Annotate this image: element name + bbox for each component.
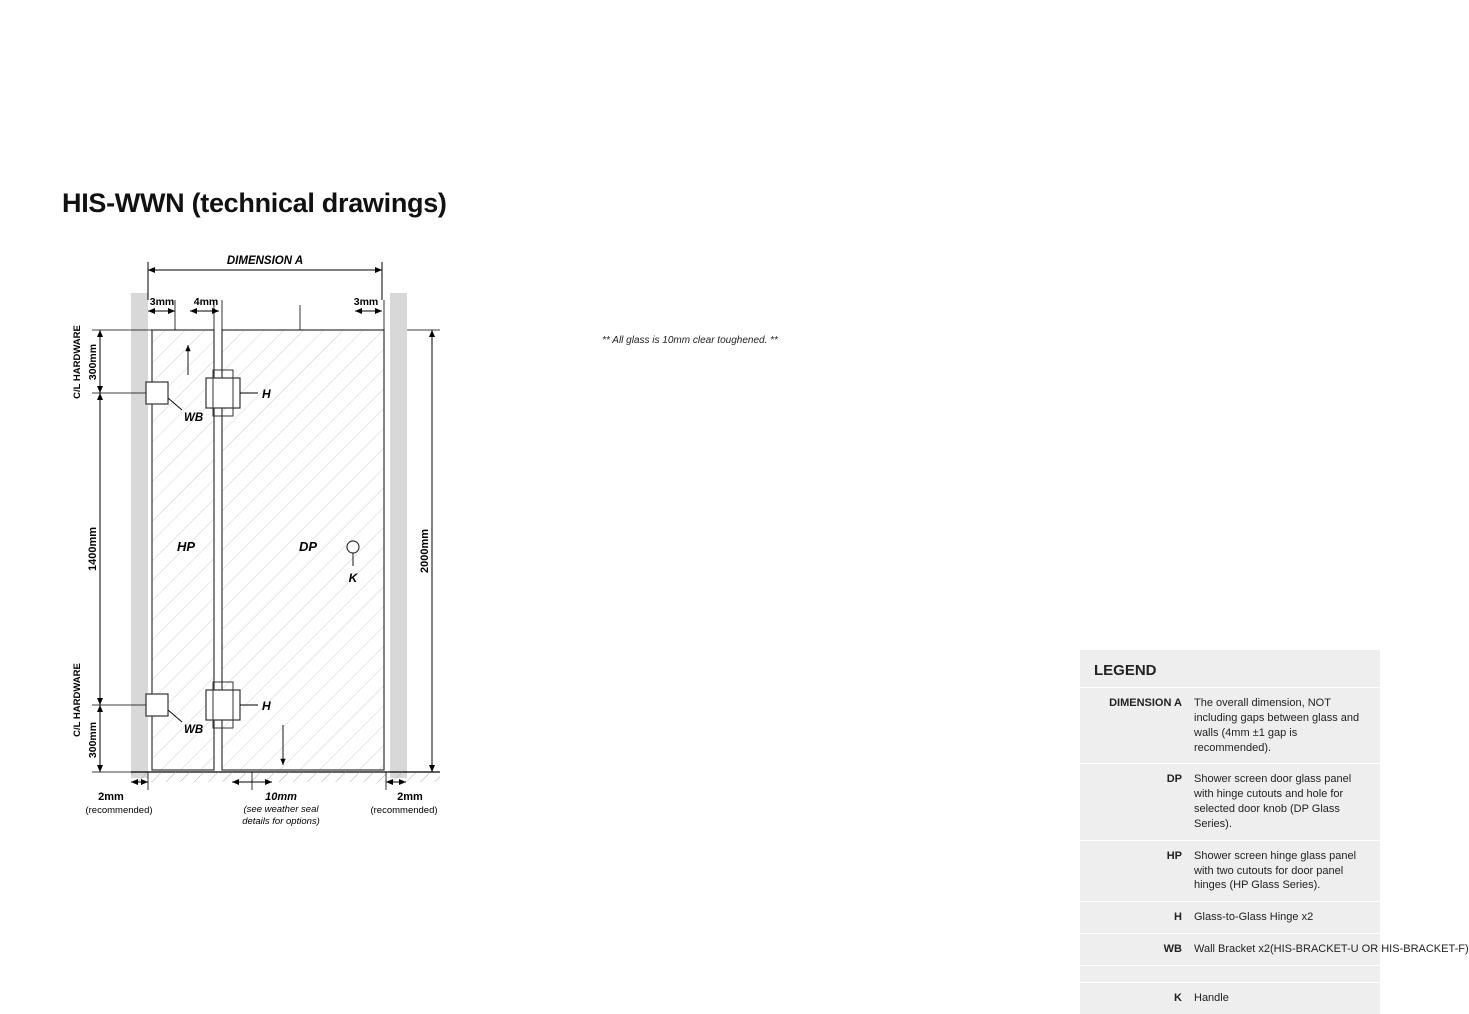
legend-desc: Wall Bracket x2(HIS-BRACKET-U OR HIS-BRACKET-F) xyxy=(1194,943,1469,956)
legend-row xyxy=(1080,901,1380,933)
bottom-center-note-1: (see weather seal xyxy=(243,804,319,815)
bottom-right-note: (recommended) xyxy=(370,805,438,816)
dim-1400: 1400mm xyxy=(87,526,99,572)
hinge-bottom xyxy=(206,690,240,720)
legend-footnote: ** All glass is 10mm clear toughened. ** xyxy=(540,325,840,358)
wall-bracket-bottom xyxy=(146,694,168,716)
label-wb-top: WB xyxy=(184,412,204,424)
legend-row xyxy=(1080,763,1380,839)
page-title: HIS-WWN (technical drawings) xyxy=(62,188,447,218)
hinge-top xyxy=(206,378,240,408)
gap-right-label: 3mm xyxy=(353,296,379,308)
bottom-right-value: 2mm xyxy=(397,791,423,803)
legend-desc: The overall dimension, NOT including gaps between glass and walls (4mm ±1 gap is recommended). xyxy=(1194,697,1360,754)
legend-box xyxy=(1080,650,1469,1014)
dim-bottom-300: 300mm xyxy=(87,721,99,759)
wall-bracket-top xyxy=(146,382,168,404)
bottom-left-note: (recommended) xyxy=(85,805,153,816)
legend-row xyxy=(1080,687,1380,763)
legend-key: HP xyxy=(1166,849,1182,862)
legend-row xyxy=(1080,982,1380,1014)
label-hp: HP xyxy=(176,539,196,554)
gap-center-label: 4mm xyxy=(193,296,219,308)
legend-heading: LEGEND xyxy=(1094,662,1157,679)
legend-desc: Handle xyxy=(1194,991,1229,1004)
handle-hole xyxy=(347,541,359,553)
dimension-a-label: DIMENSION A xyxy=(226,255,304,267)
legend-key: H xyxy=(1174,911,1182,924)
legend-panel xyxy=(540,325,1469,1004)
dim-2000: 2000mm xyxy=(419,528,431,574)
cl-hardware-top: C/L HARDWARE xyxy=(72,325,83,399)
legend-key: DP xyxy=(1166,773,1182,786)
legend-row xyxy=(1080,840,1380,902)
legend-key: K xyxy=(1174,991,1182,1004)
gap-left-label: 3mm xyxy=(149,296,175,308)
legend-key: DIMENSION A xyxy=(1109,697,1182,709)
bottom-center-value: 10mm xyxy=(265,791,297,803)
legend-desc: Shower screen door glass panel with hinge cutouts and hole for selected door knob (DP Glass Series). xyxy=(1194,773,1352,830)
wall-right xyxy=(390,293,407,778)
legend-row xyxy=(1080,933,1469,965)
cl-hardware-bottom: C/L HARDWARE xyxy=(72,663,83,737)
label-h-bottom: H xyxy=(262,699,271,713)
bottom-center-note-2: details for options) xyxy=(242,816,320,827)
floor-hatch xyxy=(131,772,440,782)
label-k: K xyxy=(348,571,358,585)
label-h-top: H xyxy=(262,387,271,401)
bottom-left-value: 2mm xyxy=(98,791,124,803)
label-wb-bottom: WB xyxy=(184,724,204,736)
legend-desc: Glass-to-Glass Hinge x2 xyxy=(1194,911,1314,924)
dim-top-300: 300mm xyxy=(87,343,99,381)
legend-spacer xyxy=(1080,965,1380,982)
legend-key: WB xyxy=(1163,943,1182,956)
legend-desc: Shower screen hinge glass panel with two cutouts for door panel hinges (HP Glass Series). xyxy=(1194,849,1357,892)
label-dp: DP xyxy=(298,539,318,554)
